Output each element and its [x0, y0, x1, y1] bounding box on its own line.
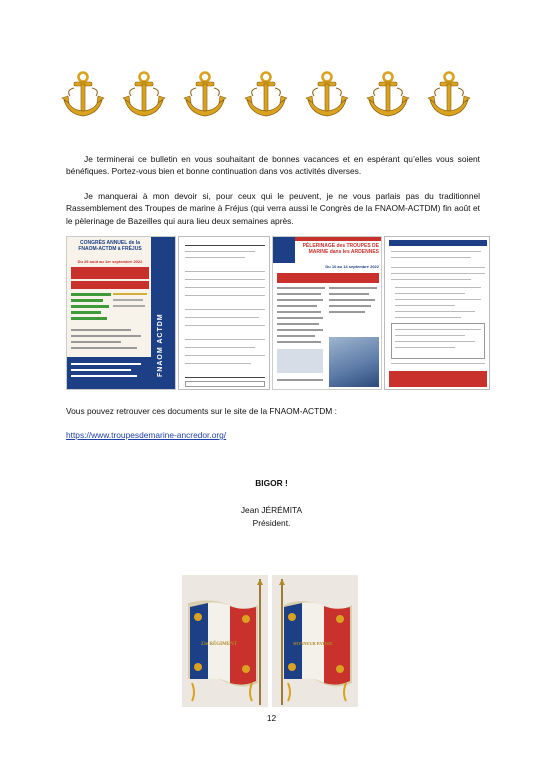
anchor-icon: [365, 70, 411, 120]
flag-right-image: [272, 575, 358, 707]
website-intro: Vous pouvez retrouver ces documents sur le site de la FNAOM-ACTDM :: [66, 406, 337, 416]
flag-photos: [182, 575, 358, 707]
pelerinage-poster: [272, 236, 382, 390]
closing-salute: BIGOR !: [255, 478, 288, 488]
anchor-icon: [182, 70, 228, 120]
signature-name: Jean JÉRÉMITA: [240, 505, 303, 515]
anchor-ornament-row: [60, 70, 480, 124]
paragraph-wishes: Je terminerai ce bulletin en vous souhaitant de bonnes vacances et en espérant qu’elles vous soient bénéfiques. Portez-vous bien et bonne continuation dans vos activités diverses.: [66, 154, 480, 177]
congres-title: CONGRÈS ANNUEL de la FNAOM-ACTDM à FRÉJUS: [78, 240, 142, 252]
anchor-icon: [426, 70, 472, 120]
flag-right-inscription: HONNEUR PATRIE: [293, 641, 333, 646]
page-number: 12: [266, 713, 277, 723]
documents-thumbnails: [66, 236, 490, 390]
pelerinage-registration-form: [384, 236, 490, 390]
signature-title: Président.: [252, 518, 291, 528]
congres-side-label: FNAOM ACTDM: [157, 313, 164, 377]
congres-dates: Du 25 août au 1er septembre 2022: [77, 259, 143, 264]
flag-left-inscription: 23e RÉGIMENT: [200, 642, 238, 647]
anchor-icon: [60, 70, 106, 120]
pelerinage-dates: Du 10 au 14 septembre 2022: [325, 264, 379, 269]
pelerinage-title: PÈLERINAGE des TROUPES DE MARINE dans les ARDENNES: [302, 243, 379, 255]
congres-registration-form: [178, 236, 270, 390]
anchor-icon: [243, 70, 289, 120]
website-link[interactable]: https://www.troupesdemarine-ancredor.org/: [66, 430, 227, 440]
anchor-icon: [121, 70, 167, 120]
anchor-icon: [304, 70, 350, 120]
flag-left-image: [182, 575, 268, 707]
flag-photo-left: [182, 575, 268, 707]
congres-poster: [66, 236, 176, 390]
paragraph-events: Je manquerai à mon devoir si, pour ceux qui le peuvent, je ne vous parlais pas du traditionnel Rassemblement des Troupes de marine à Fréjus (qui verra aussi le Congrès de la FNAOM-ACTDM) fin août et le pèlerinage de Bazeilles qui aura lieu deux semaines après.: [66, 191, 480, 226]
flag-photo-right: [272, 575, 358, 707]
